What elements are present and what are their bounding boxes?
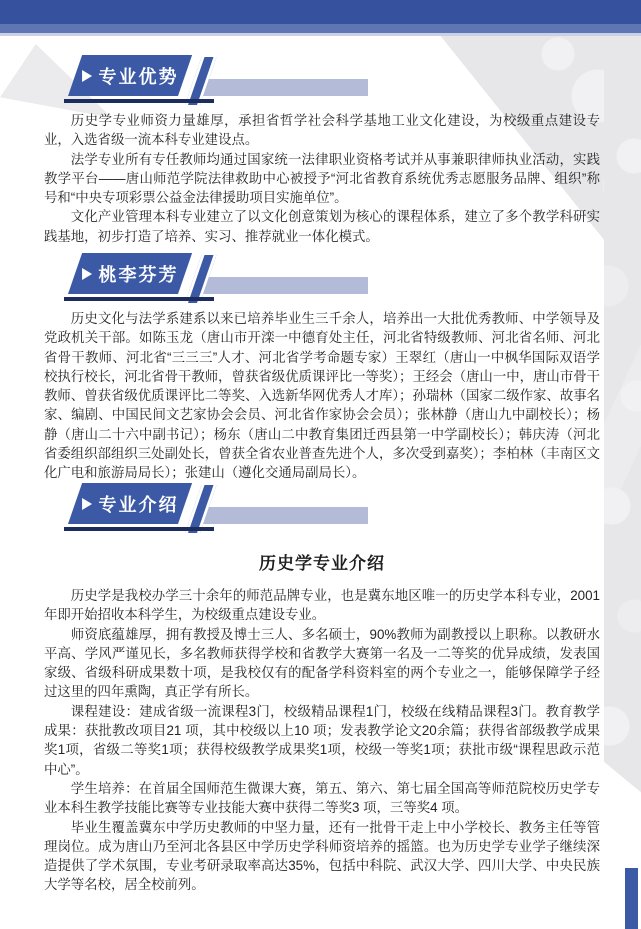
section-banner bbox=[0, 55, 641, 105]
banner-accent-bar bbox=[201, 277, 368, 294]
banner-underline bbox=[64, 99, 214, 103]
banner-title: 桃李芬芳 bbox=[98, 264, 179, 285]
paragraph: 文化产业管理本科专业建立了以文化创意策划为核心的课程体系，建立了多个教学科研实践基地，初步打造了培养、实习、推荐就业一体化模式。 bbox=[44, 209, 600, 244]
section-banner bbox=[0, 253, 641, 303]
section-body bbox=[0, 533, 641, 895]
section-body bbox=[0, 303, 641, 483]
banner-tab-inner bbox=[75, 483, 185, 524]
banner-underline bbox=[64, 297, 214, 301]
section-banner bbox=[0, 483, 641, 533]
play-triangle-icon bbox=[82, 268, 92, 280]
section-major-intro bbox=[0, 483, 641, 895]
banner-tab-inner bbox=[75, 253, 185, 294]
banner-underline bbox=[64, 527, 214, 531]
paragraph: 历史学是我校办学三十余年的师范品牌专业，也是冀东地区唯一的历史学本科专业，2001年即开始招收本科学生，为校级重点建设专业。 bbox=[44, 588, 600, 623]
paragraph: 历史学专业师资力量雄厚，承担省哲学社会科学基地工业文化建设，为校级重点建设专业，入选省级一流本科专业建设点。 bbox=[44, 113, 600, 148]
top-header-bar bbox=[0, 0, 641, 24]
banner-tab-inner bbox=[75, 55, 185, 96]
paragraph: 师资底蕴雄厚，拥有教授及博士三人、多名硕士，90%教师为副教授以上职称。以教研水平高、学风严谨见长，多名教师获得学校和省教学大赛第一名及一二等奖的优异成绩，发表国家级、省级科研成果数十项，是我校仅有的配备学科资料室的两个专业之一，能够保障学子经过这里的四年熏陶，真正学有所长。 bbox=[44, 626, 600, 700]
paragraph: 课程建设：建成省级一流课程3门，校级精品课程1门，校级在线精品课程3门。教育教学成果：获批教改项目21 项，其中校级以上10 项；发表教学论文20余篇；获得省部级教学成果奖1项，省级二等奖1项；获得校级教学成果奖1项，校级一等奖1项；获批市级“课程思政示范中心”。 bbox=[44, 703, 600, 777]
banner-tab bbox=[68, 253, 192, 294]
play-triangle-icon bbox=[82, 498, 92, 510]
history-major-subtitle: 历史学专业介绍 bbox=[259, 554, 385, 573]
play-triangle-icon bbox=[82, 70, 92, 82]
banner-title: 专业优势 bbox=[98, 66, 179, 87]
top-header-bar-light bbox=[0, 24, 641, 33]
paragraph: 法学专业所有专任教师均通过国家统一法律职业资格考试并从事兼职律师执业活动，实践教学平台——唐山师范学院法律救助中心被授予“河北省教育系统优秀志愿服务品牌、组织”称号和“中央专项彩票公益金法律援助项目实施单位”。 bbox=[44, 151, 600, 206]
paragraph: 历史文化与法学系建系以来已培养毕业生三千余人，培养出一大批优秀教师、中学领导及党政机关干部。如陈玉龙（唐山市开滦一中德育处主任，河北省特级教师、河北省名师、河北省骨干教师、河北省“三三三”人才、河北省学考命题专家）王翠红（唐山一中枫华国际双语学校执行校长，河北省骨干教师，曾获省级优质课评比一等奖）；王经会（唐山一中，唐山市骨干教师、曾获省级优质课评比二等奖、入选新华网优秀人才库）；孙瑞林（国家二级作家、故事名家、编剧、中国民间文艺家协会会员、河北省作家协会会员）；张林静（唐山九中副校长）；杨静（唐山二十六中副书记）；杨东（唐山二中教育集团迁西县第一中学副校长）；韩庆涛（河北省委组织部组织三处副处长，曾获全省农业普查先进个人，多次受到嘉奖）；李柏林（丰南区文化广电和旅游局局长）；张建山（遵化交通局副局长）。 bbox=[44, 311, 600, 481]
section-alumni bbox=[0, 253, 641, 483]
header-hairline bbox=[0, 33, 641, 36]
paragraph: 毕业生覆盖冀东中学历史教师的中坚力量，还有一批骨干走上中小学校长、教务主任等管理岗位。成为唐山乃至河北各县区中学历史学科师资培养的摇篮。也为历史学专业学子继续深造提供了学术氛围，专业考研录取率高达35%，包括中科院、武汉大学、四川大学、中央民族大学等名校，居全校前列。 bbox=[44, 819, 600, 893]
section-body bbox=[0, 105, 641, 246]
banner-accent-bar bbox=[201, 507, 368, 524]
section-advantages bbox=[0, 55, 641, 246]
banner-title: 专业介绍 bbox=[98, 494, 179, 515]
banner-accent-bar bbox=[201, 79, 368, 96]
banner-tab bbox=[68, 55, 192, 96]
paragraph: 学生培养：在首届全国师范生微课大赛，第五、第六、第七届全国高等师范院校历史学专业本科生教学技能比赛等专业技能大赛中获得二等奖3 项，三等奖4 项。 bbox=[44, 780, 600, 816]
banner-tab bbox=[68, 483, 192, 524]
